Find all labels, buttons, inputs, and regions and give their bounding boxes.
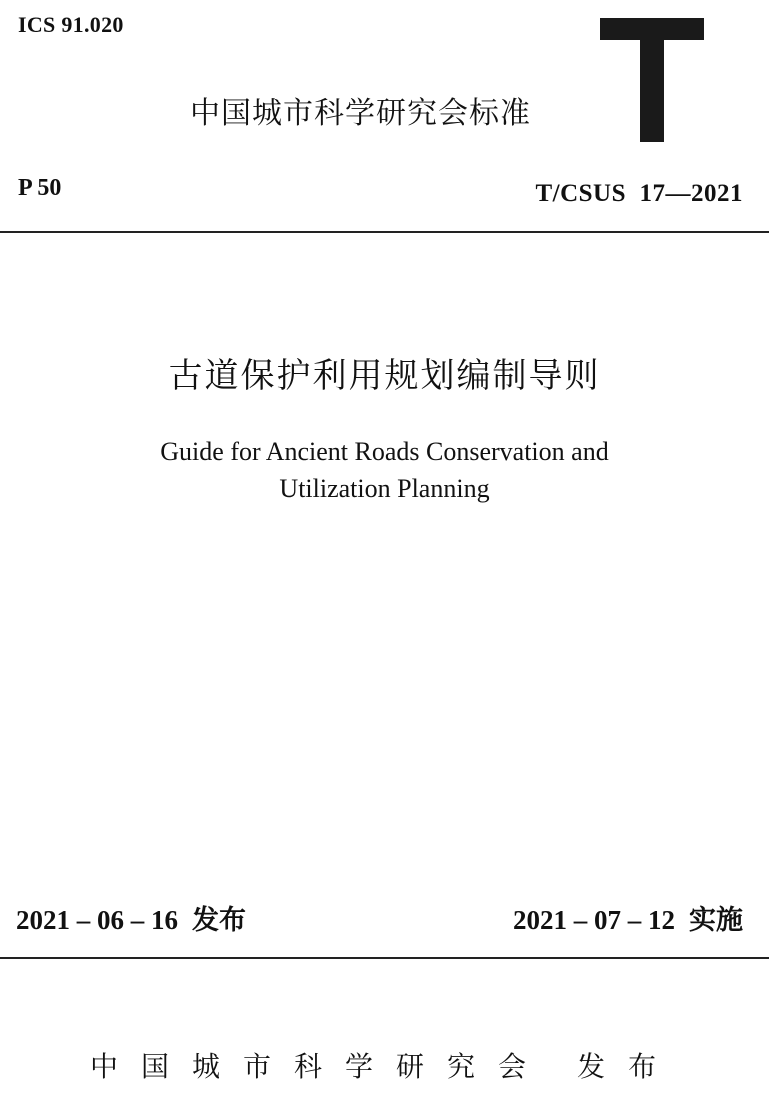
standard-number	[535, 180, 743, 208]
publisher-action: 发布	[577, 1050, 680, 1083]
top-divider	[0, 231, 769, 233]
publish-date: 2021 – 06 – 16	[16, 905, 178, 935]
effective-date: 2021 – 07 – 12	[513, 905, 675, 935]
bottom-divider	[0, 957, 769, 959]
publish-label: 发布	[192, 905, 246, 936]
document-title-english	[0, 433, 769, 507]
document-title-chinese: 古道保护利用规划编制导则	[168, 356, 601, 396]
standard-number-text: T/CSUS 17—2021	[535, 180, 743, 207]
effective-label: 实施	[689, 905, 743, 936]
publisher-line	[0, 1045, 769, 1085]
ics-code: ICS 91.020	[18, 12, 124, 37]
classification-code: P 50	[18, 175, 62, 201]
document-title-english-line2: Utilization Planning	[279, 474, 490, 503]
publisher-name: 中国城市科学研究会	[89, 1050, 549, 1083]
publish-date-block	[16, 898, 246, 937]
document-title-english-line1: Guide for Ancient Roads Conservation and	[160, 437, 609, 466]
effective-date-block	[513, 898, 743, 937]
standard-type-t-logo	[600, 18, 704, 142]
series-title: 中国城市科学研究会标准	[190, 96, 531, 131]
